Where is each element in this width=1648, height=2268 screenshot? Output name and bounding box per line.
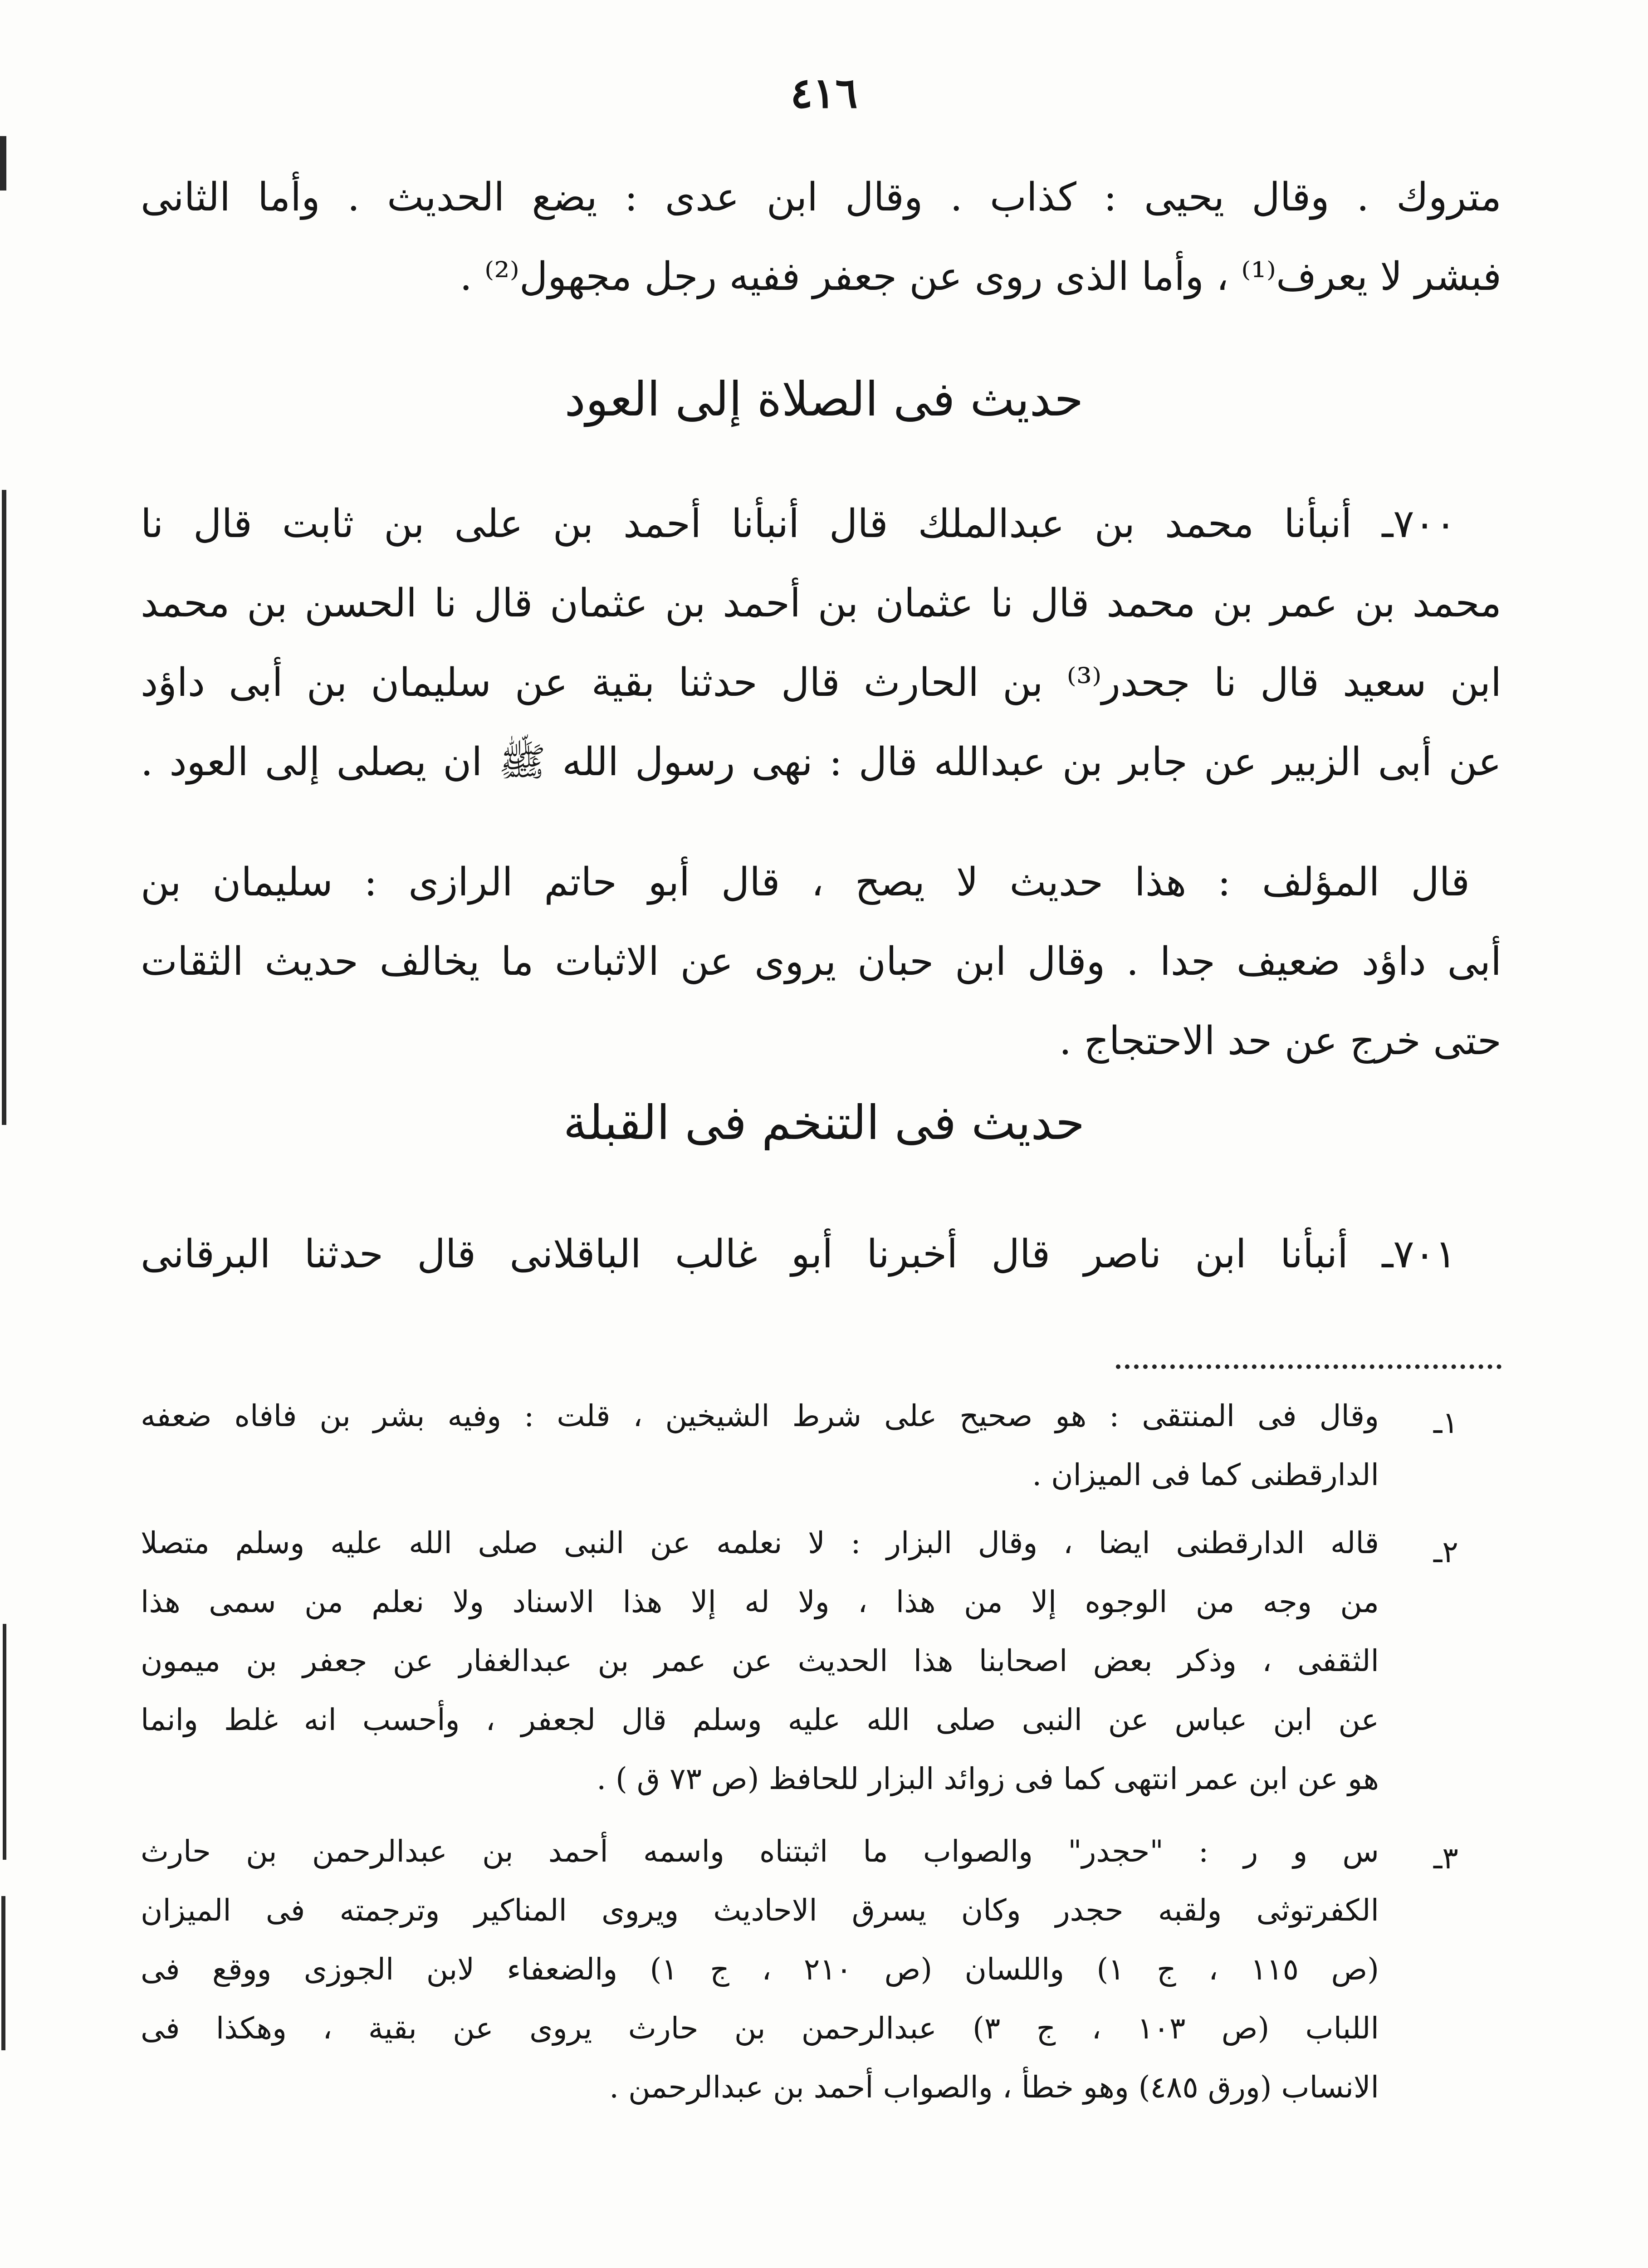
section-heading: حديث فى التنخم فى القبلة <box>563 1095 1085 1150</box>
scan-edge-mark <box>0 136 6 191</box>
scan-edge-mark <box>3 1624 6 1860</box>
page-number: ٤١٦ <box>790 68 858 117</box>
footnote-marker: ٢ـ <box>1433 1535 1458 1569</box>
footnote-line: الثقفى ، وذكر بعض اصحابنا هذا الحديث عن عمر بن عبدالغفار عن جعفر بن ميمون <box>141 1643 1379 1678</box>
scan-edge-mark <box>2 490 6 1125</box>
footnote-line: عن ابن عباس عن النبى صلى الله عليه وسلم قال لجعفر ، وأحسب انه غلط وانما <box>141 1702 1379 1737</box>
footnote-line: (ص ١١٥ ، ج ١) واللسان (ص ٢١٠ ، ج ١) والضعفاء لابن الجوزى ووقع فى <box>141 1952 1379 1987</box>
footnote-line: الدارقطنى كما فى الميزان . <box>1032 1457 1379 1492</box>
commentary-line: حتى خرج عن حد الاحتجاج . <box>1059 1018 1501 1064</box>
footnote-line: الكفرتوثى ولقبه حجدر وكان يسرق الاحاديث ويروى المناكير وترجمته فى الميزان <box>141 1893 1379 1928</box>
scan-edge-mark <box>1 1896 5 2050</box>
footnote-separator <box>1116 1364 1501 1369</box>
section-heading: حديث فى الصلاة إلى العود <box>564 371 1084 427</box>
hadith-line: عن أبى الزبير عن جابر بن عبدالله قال : نهى رسول الله ﷺ ان يصلى إلى العود . <box>141 739 1501 785</box>
footnote-line: وقال فى المنتقى : هو صحيح على شرط الشيخين ، قلت : وفيه بشر بن فافاه ضعفه <box>141 1398 1379 1433</box>
footnote-marker: ١ـ <box>1433 1405 1458 1440</box>
footnote-line: الانساب (ورق ٤٨٥) وهو خطأ ، والصواب أحمد بن عبدالرحمن . <box>609 2070 1379 2105</box>
body-line: متروك . وقال يحيى : كذاب . وقال ابن عدى : يضع الحديث . وأما الثانى <box>141 175 1501 220</box>
body-line: فبشر لا يعرف⁽¹⁾ ، وأما الذى روى عن جعفر ففيه رجل مجهول⁽²⁾ . <box>460 254 1501 299</box>
commentary-line: قال المؤلف : هذا حديث لا يصح ، قال أبو حاتم الرازى : سليمان بن <box>141 860 1470 905</box>
commentary-line: أبى داؤد ضعيف جدا . وقال ابن حبان يروى عن الاثبات ما يخالف حديث الثقات <box>141 939 1501 984</box>
hadith-line: ابن سعيد قال نا جحدر⁽³⁾ بن الحارث قال حدثنا بقية عن سليمان بن أبى داؤد <box>141 660 1501 705</box>
footnote-line: هو عن ابن عمر انتهى كما فى زوائد البزار للحافظ (ص ٧٣ ق ) . <box>597 1761 1379 1796</box>
footnote-line: س و ر : "حجدر" والصواب ما اثبتناه واسمه أحمد بن عبدالرحمن بن حارث <box>141 1834 1379 1869</box>
hadith-line: محمد بن عمر بن محمد قال نا عثمان بن أحمد بن عثمان قال نا الحسن بن محمد <box>141 581 1501 626</box>
footnote-line: اللباب (ص ١٠٣ ، ج ٣) عبدالرحمن بن حارث يروى عن بقية ، وهكذا فى <box>141 2011 1379 2046</box>
footnote-marker: ٣ـ <box>1433 1841 1458 1876</box>
footnote-line: من وجه من الوجوه إلا من هذا ، ولا له إلا هذا الاسناد ولا نعلم من سمى هذا <box>141 1584 1379 1619</box>
hadith-line: ٧٠٠ـ أنبأنا محمد بن عبدالملك قال أنبأنا أحمد بن على بن ثابت قال نا <box>141 501 1456 547</box>
hadith-line: ٧٠١ـ أنبأنا ابن ناصر قال أخبرنا أبو غالب الباقلانى قال حدثنا البرقانى <box>141 1232 1456 1277</box>
footnote-line: قاله الدارقطنى ايضا ، وقال البزار : لا نعلمه عن النبى صلى الله عليه وسلم متصلا <box>141 1525 1379 1560</box>
